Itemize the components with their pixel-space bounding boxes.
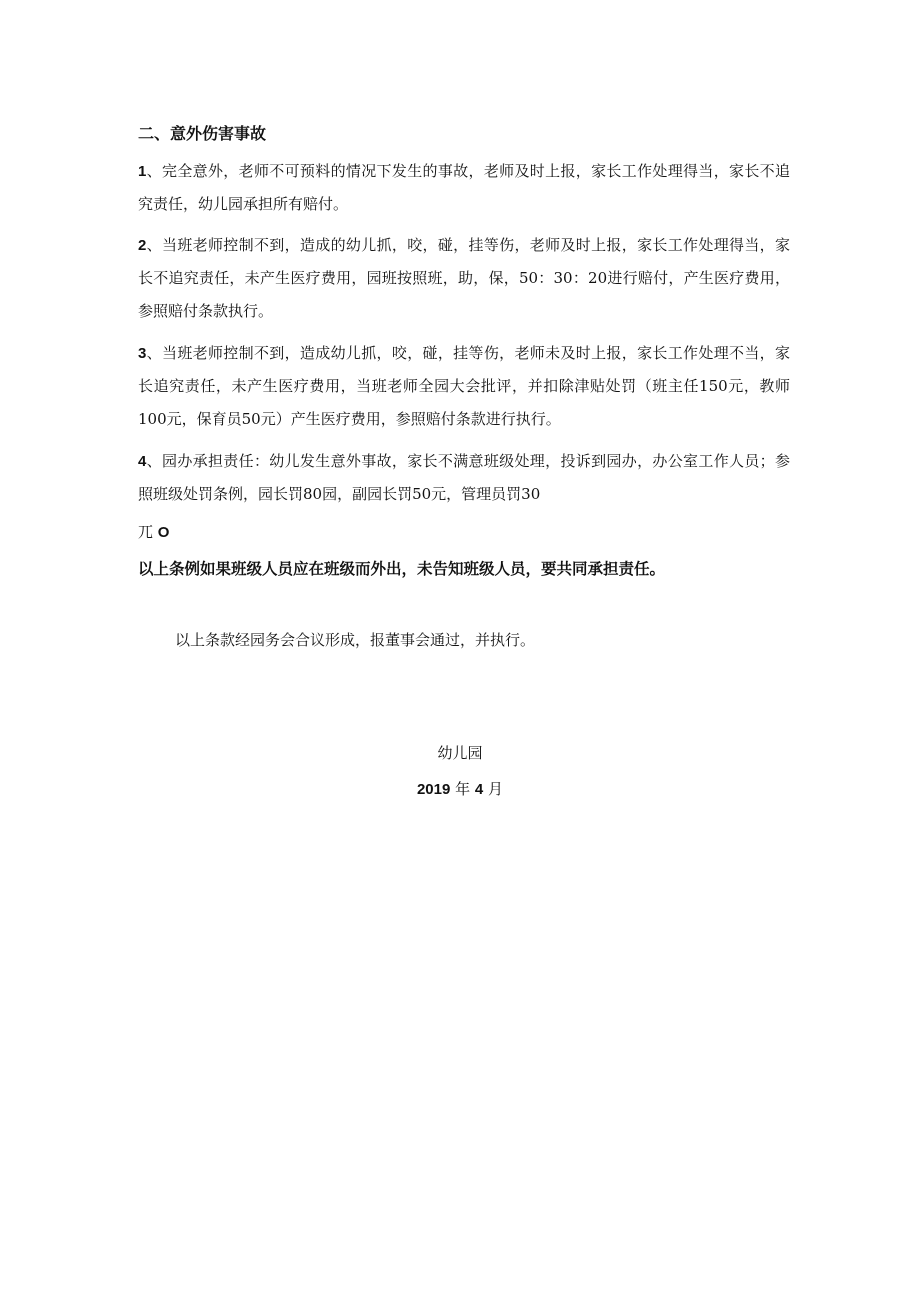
section-heading: 二、意外伤害事故	[138, 124, 267, 143]
clause-4	[138, 445, 790, 511]
clause-2-text: 、当班老师控制不到，造成的幼儿抓，咬，碰，挂等伤，老师及时上报，家长工作处理得当，家长不追究责任，未产生医疗费用，园班按照班，助，保，50：30：20进行赔付，产生医疗费用，参照赔付条款执行。	[138, 236, 790, 320]
signature-org: 幼儿园	[437, 744, 483, 762]
signature-month: 4	[474, 781, 484, 798]
clause-4-number: 4	[138, 453, 147, 470]
clause-1-text: 、完全意外，老师不可预料的情况下发生的事故，老师及时上报，家长工作处理得当，家长不追究责任，幼儿园承担所有赔付。	[138, 162, 790, 213]
bold-note: 以上条例如果班级人员应在班级而外出，未告知班级人员，要共同承担责任。	[138, 559, 666, 578]
clause-4-tail	[138, 520, 169, 545]
clause-4-tail-mark: O	[157, 524, 170, 541]
signature-year: 2019	[416, 781, 451, 798]
clause-3-number: 3	[138, 345, 147, 362]
clause-4-text: 、园办承担责任：幼儿发生意外事故，家长不满意班级处理，投诉到园办，办公室工作人员；参照班级处罚条例，园长罚80园，副园长罚50元，管理员罚30	[138, 452, 790, 503]
closing-line: 以上条款经园务会合议形成，报董事会通过，并执行。	[175, 631, 536, 649]
clause-1	[138, 155, 790, 221]
clause-2	[138, 229, 790, 328]
signature-month-unit: 月	[488, 780, 504, 798]
clause-4-tail-char: 兀	[138, 523, 154, 541]
clause-3	[138, 337, 790, 436]
signature-year-unit: 年	[455, 780, 471, 798]
clause-1-number: 1	[138, 163, 147, 180]
clause-3-text: 、当班老师控制不到，造成幼儿抓，咬，碰，挂等伤，老师未及时上报，家长工作处理不当，家长追究责任，未产生医疗费用，当班老师全园大会批评，并扣除津贴处罚（班主任150元，教师100元，保育员50元）产生医疗费用，参照赔付条款进行执行。	[138, 344, 790, 428]
signature-date	[0, 777, 920, 802]
clause-2-number: 2	[138, 237, 147, 254]
